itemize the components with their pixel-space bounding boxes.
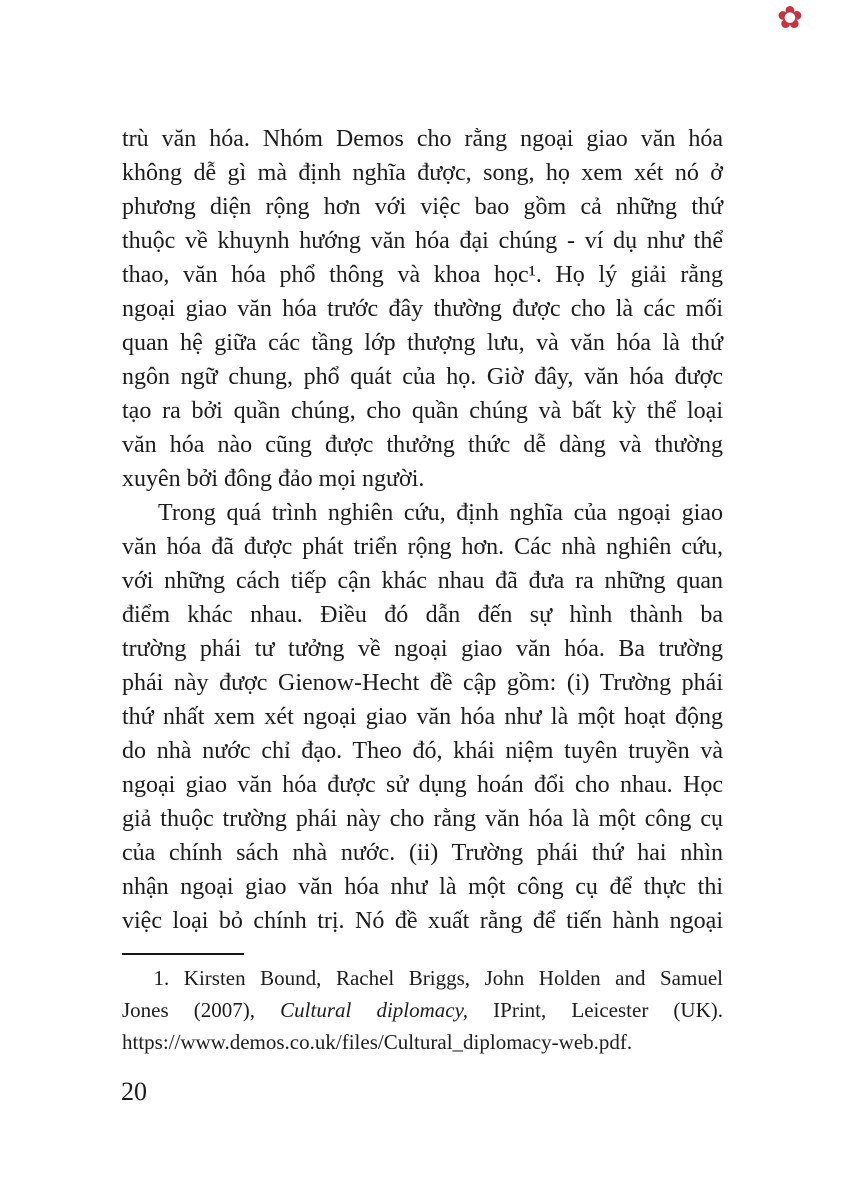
text-line: phương diện rộng hơn với việc bao gồm cả những thứ xyxy=(122,194,723,220)
text-line: Trong quá trình nghiên cứu, định nghĩa của ngoại giao xyxy=(158,500,723,526)
footnote-text: Jones (2007), xyxy=(122,998,281,1022)
text-line: với những cách tiếp cận khác nhau đã đưa ra những quan xyxy=(122,568,723,594)
text-line: trù văn hóa. Nhóm Demos cho rằng ngoại giao văn hóa xyxy=(122,126,723,152)
text-line: của chính sách nhà nước. (ii) Trường phái thứ hai nhìn xyxy=(122,840,723,866)
text-line: tạo ra bởi quần chúng, cho quần chúng và bất kỳ thể loại xyxy=(122,398,723,424)
text-line: phái này được Gienow-Hecht đề cập gồm: (i) Trường phái xyxy=(122,670,723,696)
text-line: xuyên bởi đông đảo mọi người. xyxy=(122,466,425,492)
text-line: trường phái tư tưởng về ngoại giao văn hóa. Ba trường xyxy=(122,636,723,662)
text-line: giả thuộc trường phái này cho rằng văn hóa là một công cụ xyxy=(122,806,723,832)
text-line: thao, văn hóa phổ thông và khoa học¹. Họ lý giải rằng xyxy=(122,262,723,288)
text-line: ngoại giao văn hóa trước đây thường được cho là các mối xyxy=(122,296,723,322)
text-line: việc loại bỏ chính trị. Nó đề xuất rằng để tiến hành ngoại xyxy=(122,908,723,934)
text-line: quan hệ giữa các tầng lớp thượng lưu, và văn hóa là thứ xyxy=(122,330,723,356)
text-line: ngoại giao văn hóa được sử dụng hoán đổi cho nhau. Học xyxy=(122,772,723,798)
page-number: 20 xyxy=(121,1077,147,1106)
footnote-text: 1. Kirsten Bound, Rachel Briggs, John Holden and Samuel xyxy=(153,966,723,990)
text-line: thuộc về khuynh hướng văn hóa đại chúng - ví dụ như thể xyxy=(122,228,723,254)
footnote-text: https://www.demos.co.uk/files/Cultural_diplomacy-web.pdf. xyxy=(122,1030,633,1054)
footnote xyxy=(122,962,723,1058)
text-line: văn hóa nào cũng được thưởng thức dễ dàng và thường xyxy=(122,432,723,458)
paragraph xyxy=(122,122,723,496)
text-line: nhận ngoại giao văn hóa như là một công cụ để thực thi xyxy=(122,874,723,900)
text-line: không dễ gì mà định nghĩa được, song, họ xem xét nó ở xyxy=(122,160,723,186)
footnote-text: IPrint, Leicester (UK). xyxy=(468,998,723,1022)
paragraph xyxy=(122,496,723,938)
body-text xyxy=(122,122,723,938)
text-line: thứ nhất xem xét ngoại giao văn hóa như là một hoạt động xyxy=(122,704,723,730)
footnote-line xyxy=(122,994,723,1026)
text-line: điểm khác nhau. Điều đó dẫn đến sự hình thành ba xyxy=(122,602,723,628)
footnote-line xyxy=(122,962,723,994)
footnote-line xyxy=(122,1026,723,1058)
text-line: do nhà nước chỉ đạo. Theo đó, khái niệm tuyên truyền và xyxy=(122,738,723,764)
flower-ornament-icon: ✿ xyxy=(777,0,803,36)
text-line: văn hóa đã được phát triển rộng hơn. Các nhà nghiên cứu, xyxy=(122,534,723,560)
text-line: ngôn ngữ chung, phổ quát của họ. Giờ đây, văn hóa được xyxy=(122,364,723,390)
footnote-separator xyxy=(122,953,244,955)
footnote-italic-text: Cultural diplomacy, xyxy=(280,998,469,1022)
